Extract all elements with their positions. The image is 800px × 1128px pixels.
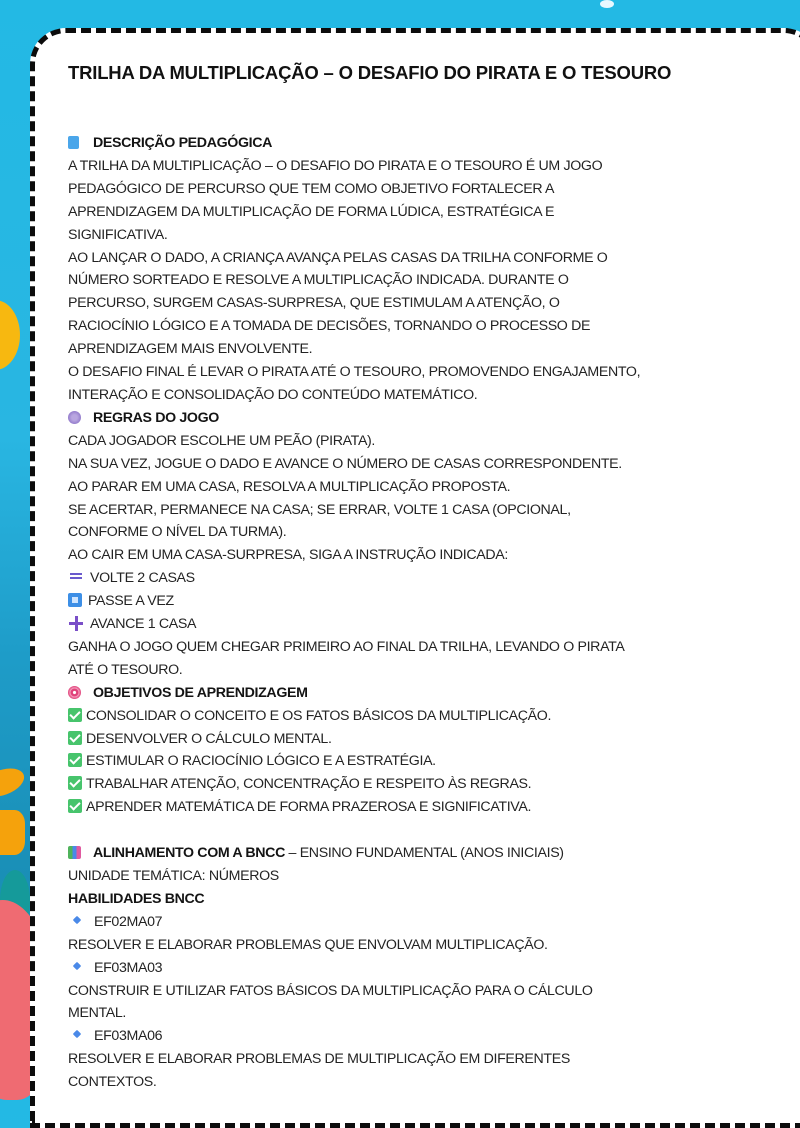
background-decoration-yellow	[0, 300, 20, 370]
habilidades-heading: HABILIDADES BNCC	[68, 890, 205, 907]
paragraph-line: RACIOCÍNIO LÓGICO E A TOMADA DE DECISÕES, TORNANDO O PROCESSO DE	[68, 318, 591, 335]
blue-diamond-bullet-icon	[73, 1030, 81, 1038]
blue-diamond-bullet-icon	[73, 916, 81, 924]
skill-description: CONTEXTOS.	[68, 1074, 157, 1091]
skill-description: MENTAL.	[68, 1005, 126, 1022]
game-die-icon	[68, 411, 81, 424]
skill-description: RESOLVER E ELABORAR PROBLEMAS DE MULTIPLICAÇÃO EM DIFERENTES	[68, 1051, 570, 1068]
objective-item: DESENVOLVER O CÁLCULO MENTAL.	[68, 728, 768, 751]
objective-item: APRENDER MATEMÁTICA DE FORMA PRAZEROSA E SIGNIFICATIVA.	[68, 796, 768, 819]
rule-line: CONFORME O NÍVEL DA TURMA).	[68, 524, 287, 541]
objective-item: ESTIMULAR O RACIOCÍNIO LÓGICO E A ESTRATÉGIA.	[68, 750, 768, 773]
check-icon	[68, 753, 82, 767]
paragraph-line: NÚMERO SORTEADO E RESOLVE A MULTIPLICAÇÃO INDICADA. DURANTE O	[68, 272, 569, 289]
surprise-item: AVANCE 1 CASA	[68, 613, 768, 636]
paragraph-line: APRENDIZAGEM DA MULTIPLICAÇÃO DE FORMA LÚDICA, ESTRATÉGICA E	[68, 203, 555, 220]
check-icon	[68, 708, 82, 722]
paragraph-line: O DESAFIO FINAL É LEVAR O PIRATA ATÉ O TESOURO, PROMOVENDO ENGAJAMENTO,	[68, 364, 641, 381]
background-decoration-yellow	[0, 763, 28, 802]
section-heading-descricao: DESCRIÇÃO PEDAGÓGICA	[68, 132, 768, 155]
surprise-item: PASSE A VEZ	[68, 590, 768, 613]
paragraph-line: A TRILHA DA MULTIPLICAÇÃO – O DESAFIO DO PIRATA E O TESOURO É UM JOGO	[68, 157, 603, 174]
back-arrow-icon	[68, 570, 84, 584]
rule-line: CADA JOGADOR ESCOLHE UM PEÃO (PIRATA).	[68, 432, 376, 449]
surprise-item: VOLTE 2 CASAS	[68, 567, 768, 590]
spacer	[68, 819, 768, 842]
paragraph-line: AO LANÇAR O DADO, A CRIANÇA AVANÇA PELAS CASAS DA TRILHA CONFORME O	[68, 249, 608, 266]
plus-icon	[68, 616, 84, 630]
background-glow	[600, 0, 614, 8]
rule-line: GANHA O JOGO QUEM CHEGAR PRIMEIRO AO FINAL DA TRILHA, LEVANDO O PIRATA	[68, 638, 625, 655]
paragraph-line: INTERAÇÃO E CONSOLIDAÇÃO DO CONTEÚDO MATEMÁTICO.	[68, 386, 478, 403]
section-heading-bncc: ALINHAMENTO COM A BNCC – ENSINO FUNDAMENTAL (ANOS INICIAIS)	[68, 842, 768, 865]
objective-item: CONSOLIDAR O CONCEITO E OS FATOS BÁSICOS DA MULTIPLICAÇÃO.	[68, 705, 768, 728]
stop-button-icon	[68, 593, 82, 607]
check-icon	[68, 731, 82, 745]
paragraph-line: SIGNIFICATIVA.	[68, 226, 168, 243]
objective-item: TRABALHAR ATENÇÃO, CONCENTRAÇÃO E RESPEITO ÀS REGRAS.	[68, 773, 768, 796]
page-title: TRILHA DA MULTIPLICAÇÃO – O DESAFIO DO PIRATA E O TESOURO	[68, 62, 672, 83]
blue-book-icon	[68, 136, 79, 149]
rule-line: SE ACERTAR, PERMANECE NA CASA; SE ERRAR, VOLTE 1 CASA (OPCIONAL,	[68, 501, 571, 518]
skill-code: EF02MA07	[68, 911, 768, 934]
rule-line: AO PARAR EM UMA CASA, RESOLVA A MULTIPLICAÇÃO PROPOSTA.	[68, 478, 511, 495]
target-icon	[68, 686, 81, 699]
document-content	[68, 62, 768, 1094]
skill-description: RESOLVER E ELABORAR PROBLEMAS QUE ENVOLVAM MULTIPLICAÇÃO.	[68, 936, 548, 953]
paragraph-line: PERCURSO, SURGEM CASAS-SURPRESA, QUE ESTIMULAM A ATENÇÃO, O	[68, 295, 560, 312]
check-icon	[68, 776, 82, 790]
rule-line: AO CAIR EM UMA CASA-SURPRESA, SIGA A INSTRUÇÃO INDICADA:	[68, 547, 509, 564]
rule-line: ATÉ O TESOURO.	[68, 661, 183, 678]
paragraph-line: PEDAGÓGICO DE PERCURSO QUE TEM COMO OBJETIVO FORTALECER A	[68, 180, 555, 197]
skill-code: EF03MA06	[68, 1025, 768, 1048]
blue-diamond-bullet-icon	[73, 961, 81, 969]
section-heading-objetivos: OBJETIVOS DE APRENDIZAGEM	[68, 682, 768, 705]
background-decoration-yellow	[0, 810, 25, 855]
section-heading-regras: REGRAS DO JOGO	[68, 407, 768, 430]
books-icon	[68, 846, 81, 859]
unidade-tematica: UNIDADE TEMÁTICA: NÚMEROS	[68, 867, 279, 884]
skill-description: CONSTRUIR E UTILIZAR FATOS BÁSICOS DA MULTIPLICAÇÃO PARA O CÁLCULO	[68, 982, 593, 999]
check-icon	[68, 799, 82, 813]
rule-line: NA SUA VEZ, JOGUE O DADO E AVANCE O NÚMERO DE CASAS CORRESPONDENTE.	[68, 455, 622, 472]
paragraph-line: APRENDIZAGEM MAIS ENVOLVENTE.	[68, 341, 313, 358]
skill-code: EF03MA03	[68, 957, 768, 980]
